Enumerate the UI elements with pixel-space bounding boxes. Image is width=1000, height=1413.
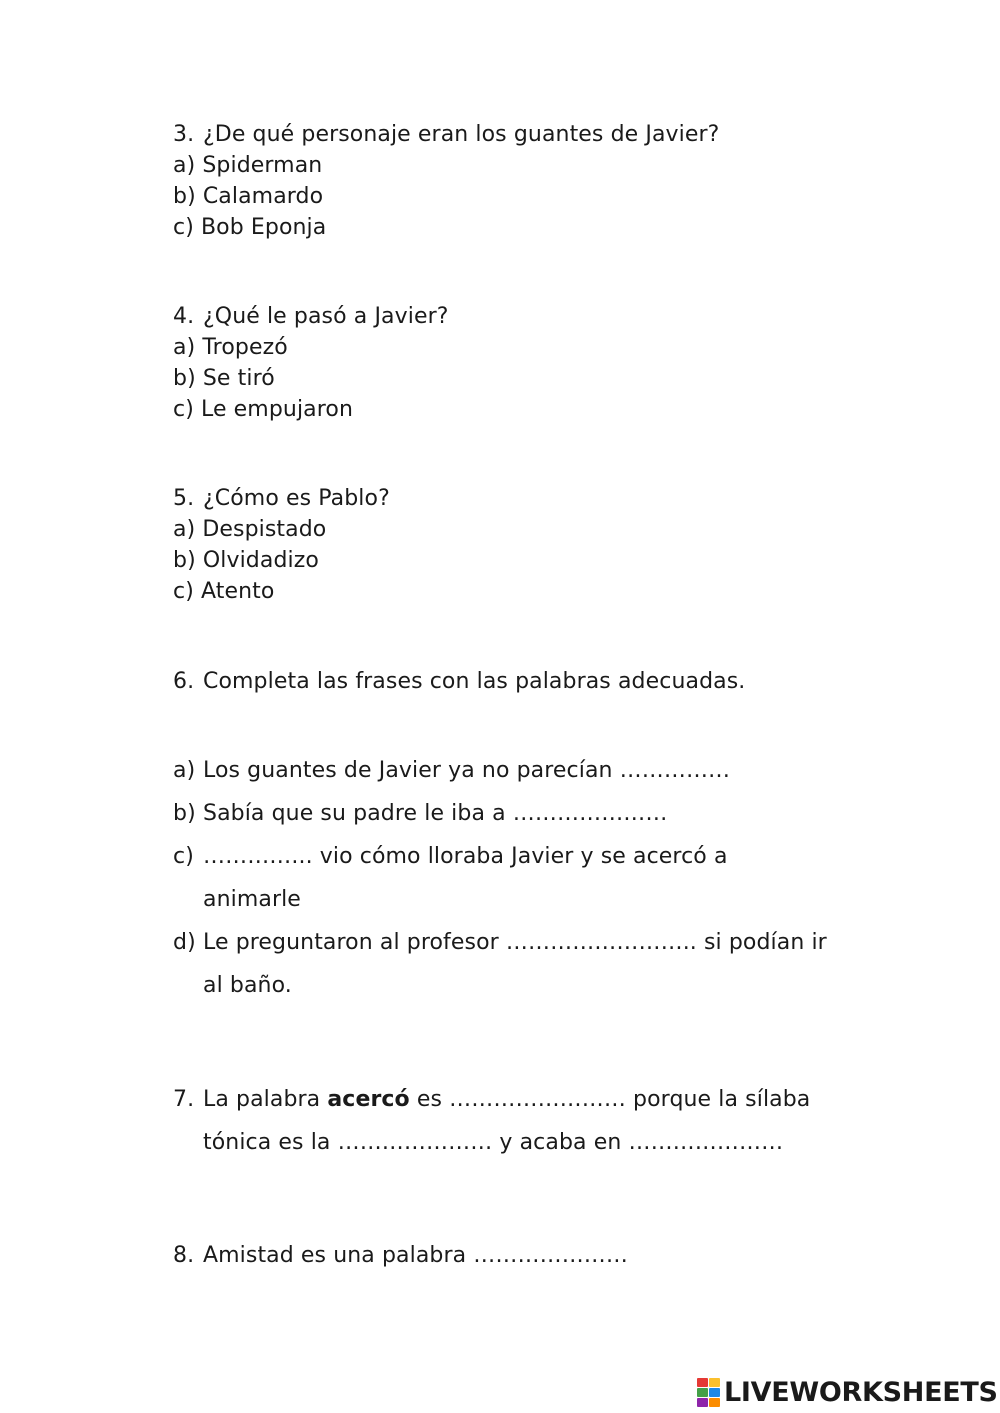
sentence-label: a) (173, 758, 196, 783)
option-b[interactable]: b) Se tiró (173, 366, 275, 391)
bold-word: acercó (327, 1087, 410, 1112)
question-text[interactable]: tónica es la ………………… y acaba en ………………… (203, 1130, 784, 1155)
question-text: ¿Qué le pasó a Javier? (203, 304, 449, 329)
sentence-text[interactable]: Los guantes de Javier ya no parecían …………… (203, 758, 731, 783)
text-before: La palabra (203, 1087, 328, 1112)
question-text: ¿Cómo es Pablo? (203, 486, 390, 511)
liveworksheets-logo (697, 1376, 998, 1410)
option-b[interactable]: b) Calamardo (173, 184, 324, 209)
question-number: 7. (173, 1087, 195, 1112)
sentence-text[interactable]: Le preguntaron al profesor …………………….. si podían ir (203, 930, 827, 955)
question-number: 5. (173, 486, 195, 511)
sentence-text: animarle (203, 887, 301, 912)
sentence-label: b) (173, 801, 196, 826)
option-a[interactable]: a) Tropezó (173, 335, 288, 360)
option-c[interactable]: c) Le empujaron (173, 397, 354, 422)
option-c[interactable]: c) Atento (173, 579, 275, 604)
question-text: ¿De qué personaje eran los guantes de Javier? (203, 122, 720, 147)
sentence-label: d) (173, 930, 196, 955)
question-number: 8. (173, 1243, 195, 1268)
text-after: es …………………… porque la sílaba (409, 1087, 811, 1112)
question-text[interactable]: Amistad es una palabra ………………… (203, 1243, 628, 1268)
logo-icon (697, 1378, 721, 1408)
question-text[interactable] (203, 1086, 810, 1114)
option-a[interactable]: a) Spiderman (173, 153, 323, 178)
sentence-label: c) (173, 844, 194, 869)
logo-text: LIVEWORKSHEETS (724, 1377, 998, 1408)
question-number: 6. (173, 669, 195, 694)
question-number: 4. (173, 304, 195, 329)
sentence-text[interactable]: …………... vio cómo lloraba Javier y se acercó a (203, 844, 728, 869)
sentence-text[interactable]: Sabía que su padre le iba a ………………… (203, 801, 668, 826)
sentence-text: al baño. (203, 973, 292, 998)
question-text: Completa las frases con las palabras adecuadas. (203, 669, 746, 694)
question-number: 3. (173, 122, 195, 147)
option-b[interactable]: b) Olvidadizo (173, 548, 319, 573)
option-a[interactable]: a) Despistado (173, 517, 327, 542)
option-c[interactable]: c) Bob Eponja (173, 215, 327, 240)
